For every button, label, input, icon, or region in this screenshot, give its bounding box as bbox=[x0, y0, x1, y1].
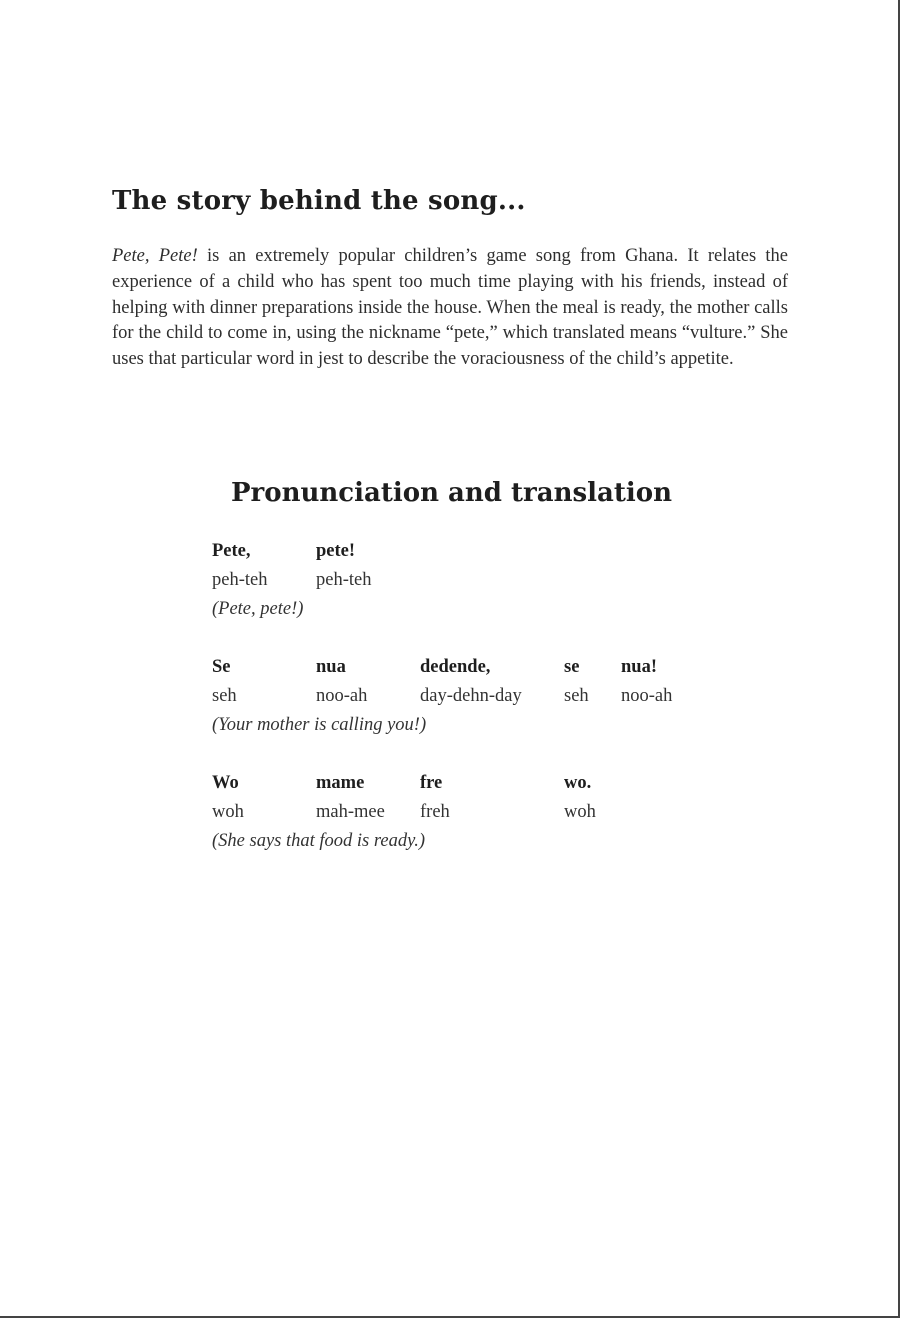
translation: (Pete, pete!) bbox=[212, 599, 304, 619]
story-heading: The story behind the song... bbox=[112, 186, 526, 216]
lyric-word: dedende, bbox=[420, 657, 491, 677]
story-text: is an extremely popular children’s game song from Ghana. It relates the experience of a child who has spent too much time playing with his friends, instead of helping with dinner preparations inside the house. When the meal is ready, the mother calls for the child to come in, using the nickname “pete,” which translated means “vulture.” She uses that particular word in jest to describe the voraciousness of the child’s appetite. bbox=[112, 246, 788, 370]
lyric-word: fre bbox=[420, 773, 443, 793]
pronunciation: seh bbox=[564, 686, 589, 706]
translation: (She says that food is ready.) bbox=[212, 831, 426, 851]
pronunciation: freh bbox=[420, 802, 450, 822]
song-title: Pete, Pete! bbox=[112, 246, 198, 266]
pronunciation: day-dehn-day bbox=[420, 686, 522, 706]
pronunciation: woh bbox=[564, 802, 596, 822]
pronunciation: woh bbox=[212, 802, 244, 822]
pronunciation: peh-teh bbox=[316, 570, 372, 590]
lyric-word: mame bbox=[316, 773, 365, 793]
pronunciation: noo-ah bbox=[621, 686, 673, 706]
story-paragraph bbox=[112, 244, 788, 373]
translation: (Your mother is calling you!) bbox=[212, 715, 427, 735]
lyric-word: wo. bbox=[564, 773, 592, 793]
lyric-word: nua! bbox=[621, 657, 657, 677]
pronunciation: mah-mee bbox=[316, 802, 385, 822]
lyric-word: Se bbox=[212, 657, 231, 677]
pronunciation-heading: Pronunciation and translation bbox=[231, 478, 672, 508]
lyric-word: pete! bbox=[316, 541, 356, 561]
pronunciation: seh bbox=[212, 686, 237, 706]
lyric-word: nua bbox=[316, 657, 346, 677]
pronunciation: noo-ah bbox=[316, 686, 368, 706]
lyric-word: Wo bbox=[212, 773, 239, 793]
lyric-word: se bbox=[564, 657, 580, 677]
pronunciation: peh-teh bbox=[212, 570, 268, 590]
lyric-word: Pete, bbox=[212, 541, 251, 561]
